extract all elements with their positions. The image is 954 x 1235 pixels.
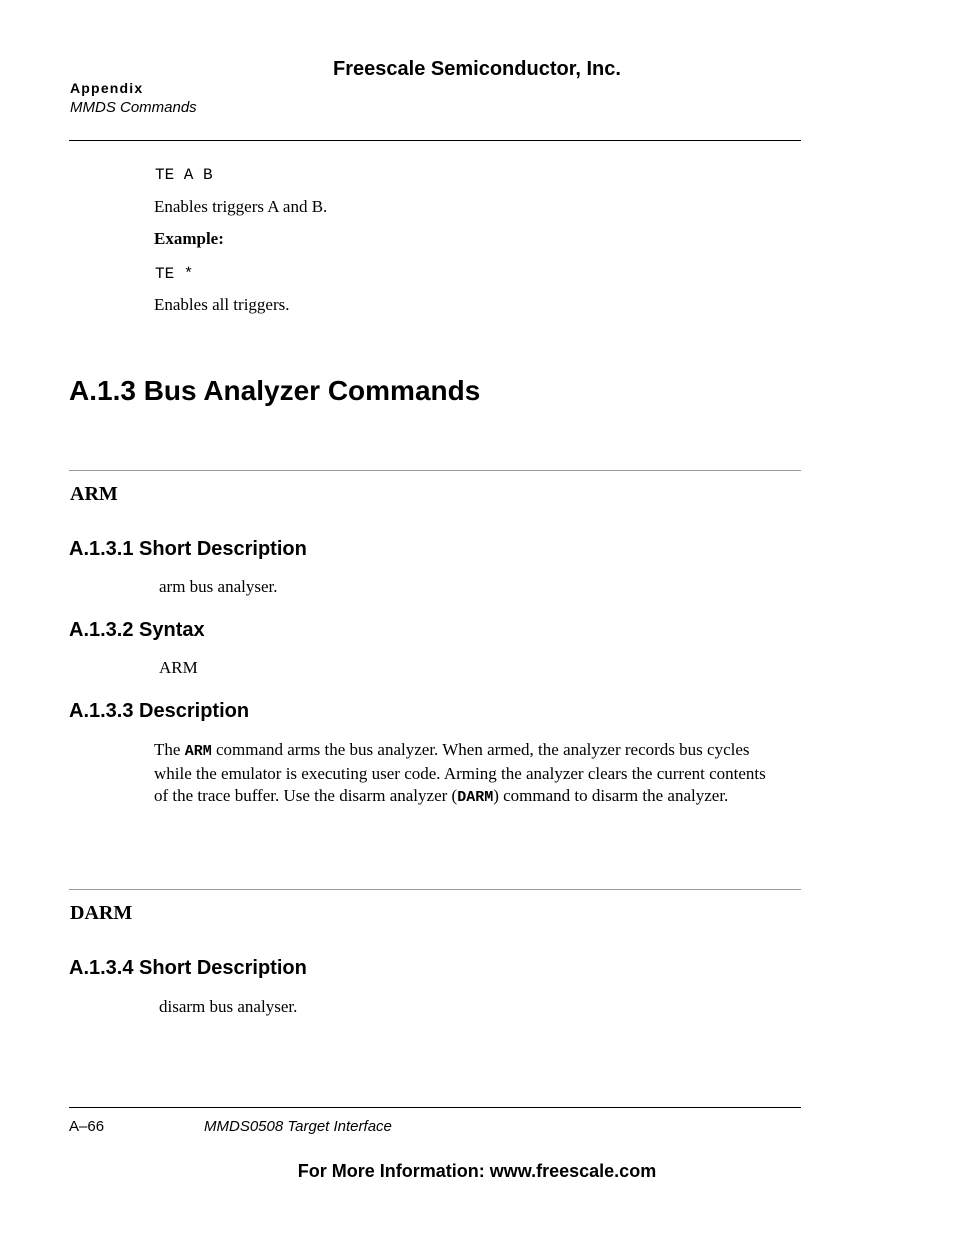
arm-syntax-text: ARM [159,658,198,677]
section-label: Appendix [70,80,144,96]
arm-description-heading: A.1.3.3 Description [69,700,250,722]
text-enables-a-b: Enables triggers A and B. [154,197,328,216]
page-number: A–66 [69,1118,105,1135]
arm-short-description-heading: A.1.3.1 Short Description [69,538,307,560]
arm-short-description-text: arm bus analyser. [159,577,278,596]
header-rule [69,140,801,141]
company-header: Freescale Semiconductor, Inc. [333,58,621,80]
footer-doc-title: MMDS0508 Target Interface [204,1118,392,1135]
arm-inline-code: ARM [184,743,212,760]
darm-inline-code: DARM [457,789,494,806]
code-te-star: TE * [155,265,194,283]
darm-command-title: DARM [70,902,133,924]
example-label: Example: [154,229,224,248]
section-heading: A.1.3 Bus Analyzer Commands [69,375,481,406]
arm-syntax-heading: A.1.3.2 Syntax [69,619,205,641]
darm-rule [69,889,801,890]
subsection-label: MMDS Commands [70,99,197,116]
darm-short-description-text: disarm bus analyser. [159,997,298,1016]
text-enables-all: Enables all triggers. [154,295,290,314]
arm-rule [69,470,801,471]
arm-command-title: ARM [70,483,118,505]
footer-rule [69,1107,801,1108]
arm-description-paragraph: The ARM command arms the bus analyzer. When armed, the analyzer records bus cycles while the emulator is executing user code. Arming the analyzer clears the current contents of the trace buffer. Use the disarm analyzer (DARM) command to disarm the analyzer. [154,740,766,806]
darm-short-description-heading: A.1.3.4 Short Description [69,957,307,979]
more-info-footer: For More Information: www.freescale.com [297,1161,657,1181]
code-te-a-b: TE A B [155,166,213,184]
